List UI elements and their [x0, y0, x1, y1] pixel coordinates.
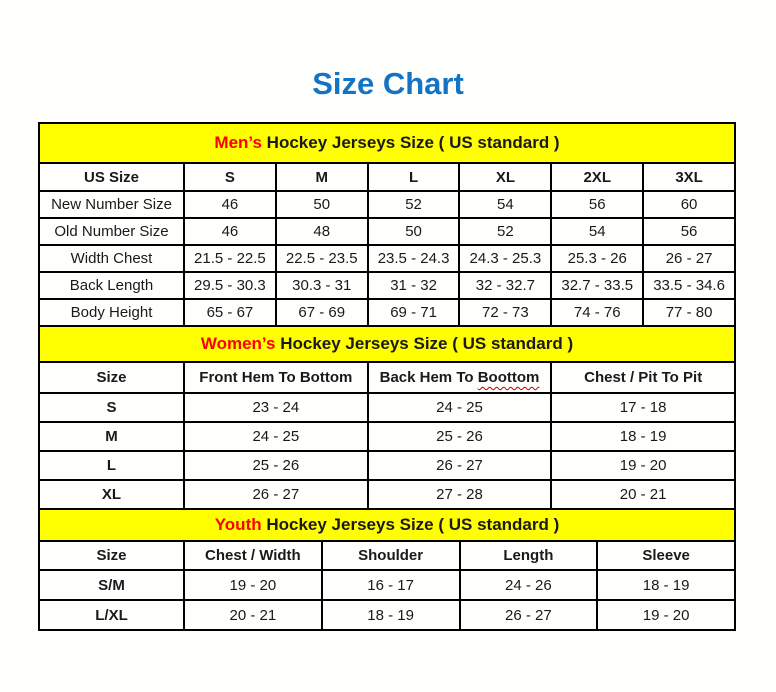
mens-data-cell: 25.3 - 26	[551, 245, 643, 272]
womens-row-label: L	[39, 451, 184, 480]
mens-data-cell: 32.7 - 33.5	[551, 272, 643, 299]
womens-data-cell: 25 - 26	[184, 451, 368, 480]
youth-column-header: Length	[460, 541, 598, 570]
youth-table-body	[39, 509, 735, 630]
youth-data-cell: 26 - 27	[460, 600, 598, 630]
mens-data-cell: 60	[643, 191, 735, 218]
youth-section-banner	[39, 509, 735, 541]
mens-data-cell: 56	[643, 218, 735, 245]
mens-data-row	[39, 245, 735, 272]
womens-data-cell: 26 - 27	[184, 480, 368, 509]
mens-data-cell: 54	[459, 191, 551, 218]
size-tables-container	[38, 122, 736, 631]
youth-banner-row	[39, 509, 735, 541]
womens-column-header: Size	[39, 362, 184, 393]
youth-row-label: S/M	[39, 570, 184, 600]
womens-column-header: Front Hem To Bottom	[184, 362, 368, 393]
mens-data-cell: 74 - 76	[551, 299, 643, 326]
mens-data-cell: 21.5 - 22.5	[184, 245, 276, 272]
mens-data-cell: 31 - 32	[368, 272, 460, 299]
womens-data-cell: 27 - 28	[368, 480, 552, 509]
womens-row-label: S	[39, 393, 184, 422]
youth-banner-highlight: Youth	[214, 515, 262, 534]
womens-data-row	[39, 480, 735, 509]
mens-data-cell: 56	[551, 191, 643, 218]
womens-data-cell: 23 - 24	[184, 393, 368, 422]
mens-data-cell: 65 - 67	[184, 299, 276, 326]
womens-data-cell: 17 - 18	[551, 393, 735, 422]
womens-table-body	[39, 326, 735, 509]
mens-row-label: Back Length	[39, 272, 184, 299]
mens-row-label: Old Number Size	[39, 218, 184, 245]
mens-data-cell: 24.3 - 25.3	[459, 245, 551, 272]
womens-banner-text: Hockey Jerseys Size ( US standard )	[275, 334, 574, 353]
mens-column-header: S	[184, 163, 276, 191]
womens-banner-highlight: Women’s	[200, 334, 276, 353]
youth-data-row	[39, 570, 735, 600]
youth-data-cell: 18 - 19	[597, 570, 735, 600]
youth-column-header: Size	[39, 541, 184, 570]
mens-data-cell: 46	[184, 191, 276, 218]
mens-data-cell: 52	[368, 191, 460, 218]
youth-column-header: Sleeve	[597, 541, 735, 570]
womens-row-label: M	[39, 422, 184, 451]
youth-banner-text: Hockey Jerseys Size ( US standard )	[261, 515, 560, 534]
mens-data-cell: 32 - 32.7	[459, 272, 551, 299]
womens-data-row	[39, 451, 735, 480]
mens-data-cell: 23.5 - 24.3	[368, 245, 460, 272]
youth-data-cell: 19 - 20	[184, 570, 322, 600]
mens-data-cell: 77 - 80	[643, 299, 735, 326]
mens-header-row	[39, 163, 735, 191]
mens-column-header: M	[276, 163, 368, 191]
youth-data-cell: 24 - 26	[460, 570, 598, 600]
womens-data-cell: 24 - 25	[184, 422, 368, 451]
youth-header-row	[39, 541, 735, 570]
youth-row-label: L/XL	[39, 600, 184, 630]
mens-column-header: XL	[459, 163, 551, 191]
womens-data-cell: 18 - 19	[551, 422, 735, 451]
mens-column-header: 3XL	[643, 163, 735, 191]
mens-data-row	[39, 218, 735, 245]
mens-data-row	[39, 191, 735, 218]
mens-data-cell: 50	[368, 218, 460, 245]
youth-column-header: Shoulder	[322, 541, 460, 570]
mens-size-table	[38, 122, 736, 327]
mens-data-row	[39, 299, 735, 326]
mens-data-cell: 54	[551, 218, 643, 245]
womens-data-cell: 20 - 21	[551, 480, 735, 509]
youth-data-cell: 20 - 21	[184, 600, 322, 630]
womens-data-cell: 26 - 27	[368, 451, 552, 480]
mens-data-cell: 29.5 - 30.3	[184, 272, 276, 299]
mens-data-cell: 72 - 73	[459, 299, 551, 326]
mens-banner-highlight: Men’s	[214, 133, 262, 152]
womens-data-cell: 24 - 25	[368, 393, 552, 422]
mens-column-header: US Size	[39, 163, 184, 191]
womens-column-header: Back Hem To Boottom	[368, 362, 552, 393]
womens-banner-row	[39, 326, 735, 362]
womens-data-row	[39, 422, 735, 451]
mens-banner-text: Hockey Jerseys Size ( US standard )	[261, 133, 560, 152]
womens-header-row	[39, 362, 735, 393]
mens-data-cell: 46	[184, 218, 276, 245]
mens-data-cell: 22.5 - 23.5	[276, 245, 368, 272]
mens-table-body	[39, 123, 735, 326]
mens-data-cell: 67 - 69	[276, 299, 368, 326]
mens-data-cell: 52	[459, 218, 551, 245]
mens-data-cell: 33.5 - 34.6	[643, 272, 735, 299]
youth-data-cell: 19 - 20	[597, 600, 735, 630]
mens-row-label: Body Height	[39, 299, 184, 326]
womens-data-row	[39, 393, 735, 422]
mens-section-banner	[39, 123, 735, 163]
youth-data-row	[39, 600, 735, 630]
womens-column-header: Chest / Pit To Pit	[551, 362, 735, 393]
womens-section-banner	[39, 326, 735, 362]
mens-column-header: 2XL	[551, 163, 643, 191]
misspelled-word: Boottom	[477, 369, 540, 386]
youth-column-header: Chest / Width	[184, 541, 322, 570]
womens-row-label: XL	[39, 480, 184, 509]
youth-data-cell: 18 - 19	[322, 600, 460, 630]
mens-row-label: Width Chest	[39, 245, 184, 272]
mens-data-cell: 69 - 71	[368, 299, 460, 326]
womens-size-table	[38, 325, 736, 510]
womens-data-cell: 25 - 26	[368, 422, 552, 451]
mens-column-header: L	[368, 163, 460, 191]
womens-data-cell: 19 - 20	[551, 451, 735, 480]
mens-data-row	[39, 272, 735, 299]
mens-data-cell: 30.3 - 31	[276, 272, 368, 299]
mens-data-cell: 26 - 27	[643, 245, 735, 272]
mens-banner-row	[39, 123, 735, 163]
youth-data-cell: 16 - 17	[322, 570, 460, 600]
mens-data-cell: 48	[276, 218, 368, 245]
mens-data-cell: 50	[276, 191, 368, 218]
youth-size-table	[38, 508, 736, 631]
mens-row-label: New Number Size	[39, 191, 184, 218]
page-title: Size Chart	[312, 66, 464, 101]
